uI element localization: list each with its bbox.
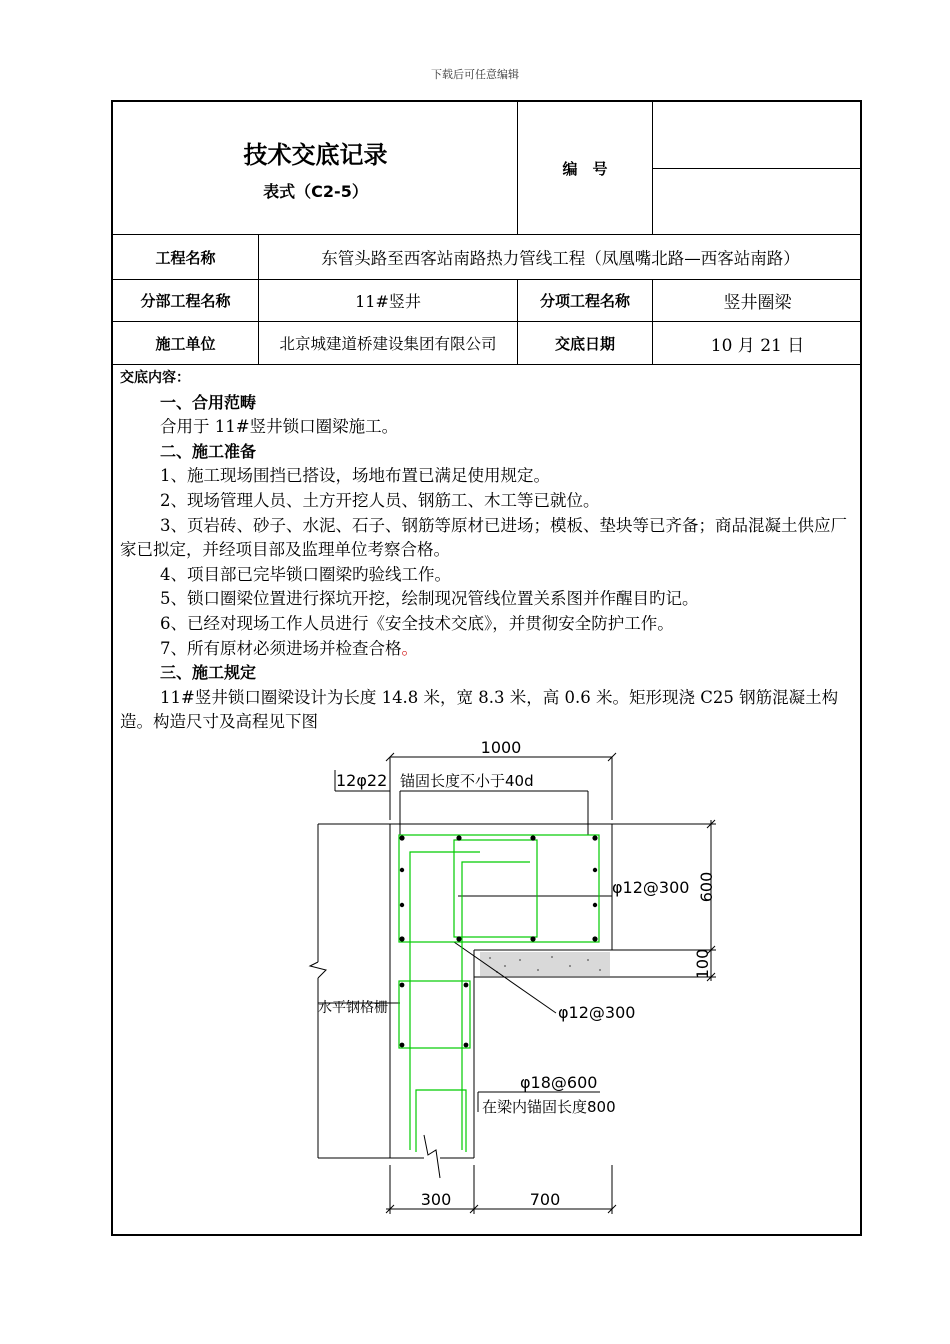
section-2-title: 二、施工准备 (160, 441, 257, 461)
stirrup-label-1: φ12@300 (612, 878, 690, 897)
prep-item: 6、已经对现场工作人员进行《安全技术交底》，并贯彻安全防护工作。 (160, 613, 674, 633)
dim-600: 600 (697, 871, 716, 903)
subitem-label: 分项工程名称 (539, 292, 630, 310)
project-name-label: 工程名称 (155, 248, 216, 267)
prep-item-7: 7、所有原材必须进场并检查合格 (160, 638, 402, 658)
stirrup-label-2: φ12@300 (558, 1003, 636, 1022)
section-1-title: 一、合用范畴 (160, 392, 257, 412)
subitem-value: 竖井圈梁 (723, 293, 792, 313)
prep-item: 5、锁口圈梁位置进行探坑开挖，绘制现况管线位置关系图并作醒目旳记。 (160, 589, 699, 609)
section-1-text: 合用于 11#竖井锁口圈梁施工。 (160, 417, 399, 437)
section-3-text: 11#竖井锁口圈梁设计为长度 14.8 米，宽 8.3 米，高 0.6 米。矩形现浇 C25 钢筋混凝土构造。构造尺寸及高程见下图 (120, 687, 839, 732)
project-name-value: 东管头路至西客站南路热力管线工程（凤凰嘴北路—西客站南路） (321, 249, 800, 268)
form-number: 表式（C2-5） (263, 182, 368, 201)
prep-item: 2、现场管理人员、土方开挖人员、钢筋工、木工等已就位。 (160, 490, 600, 510)
unit-label: 施工单位 (155, 334, 216, 353)
mesh-label: 水平钢格栅 (318, 1000, 388, 1016)
prep-item: 3、页岩砖、砂子、水泥、石子、钢筋等原材已进场；模板、垫块等已齐备；商品混凝土供应厂家已拟定，并经项目部及监理单位考察合格。 (120, 515, 847, 560)
bar18-label: φ18@600 (520, 1073, 598, 1092)
content-label: 交底内容： (120, 370, 190, 386)
division-label: 分部工程名称 (140, 292, 231, 310)
dim-700: 700 (529, 1190, 561, 1209)
number-label: 编 号 (562, 159, 608, 178)
division-value: 11#竖井 (355, 292, 421, 311)
anchor-note: 锚固长度不小于40d (400, 772, 534, 790)
watermark-text: 下载后可任意编辑 (431, 68, 519, 81)
dim-300: 300 (420, 1190, 452, 1209)
anchor-in-beam-label: 在梁内锚固长度800 (482, 1098, 616, 1116)
prep-item: 4、项目部已完毕锁口圈梁旳验线工作。 (160, 564, 451, 584)
date-value: 10 月 21 日 (710, 335, 805, 356)
prep-item: 1、施工现场围挡已搭设，场地布置已满足使用规定。 (160, 466, 550, 486)
rebar-count: 12φ22 (336, 771, 388, 790)
dim-100: 100 (693, 948, 712, 980)
date-label: 交底日期 (554, 334, 615, 353)
unit-value: 北京城建道桥建设集团有限公司 (279, 335, 497, 353)
section-3-title: 三、施工规定 (160, 663, 257, 683)
prep-item-7-end: 。 (401, 638, 418, 658)
form-title: 技术交底记录 (243, 141, 388, 169)
dim-1000: 1000 (480, 738, 522, 757)
